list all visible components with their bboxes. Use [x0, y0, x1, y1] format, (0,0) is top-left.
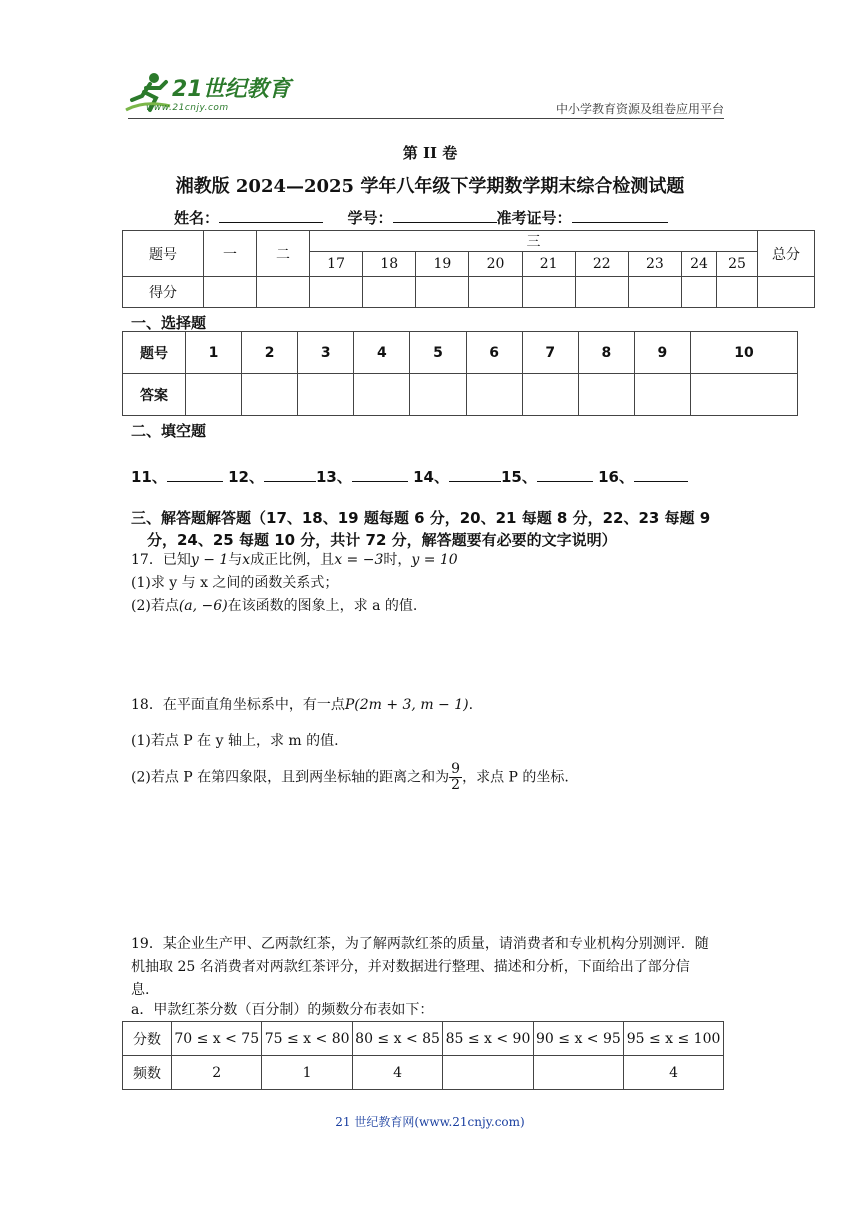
- name-field[interactable]: [219, 208, 323, 223]
- q18-stem: 18．在平面直角坐标系中，有一点P(2m + 3, m − 1).: [131, 697, 474, 713]
- score-sub-20: 20: [469, 252, 522, 277]
- score-col-one: 一: [204, 231, 257, 277]
- answer-cell[interactable]: [522, 374, 578, 416]
- exam-id-field[interactable]: [572, 208, 668, 223]
- volume-label: 第 II 卷: [402, 144, 458, 162]
- student-id-label: 学号：: [347, 209, 393, 227]
- score-sub-22: 22: [575, 252, 628, 277]
- answer-num: 1: [186, 332, 242, 374]
- blank-label: 11、: [131, 468, 167, 486]
- score-cell[interactable]: [758, 277, 815, 308]
- q19-line3: 息.: [131, 982, 150, 998]
- blank-field[interactable]: [634, 467, 688, 482]
- page-title: 湘教版 2024—2025 学年八年级下学期数学期末综合检测试题: [175, 176, 685, 197]
- student-info: [174, 207, 668, 228]
- q18-part2: [131, 762, 569, 793]
- freq-count: 2: [172, 1056, 262, 1090]
- freq-count: 1: [262, 1056, 352, 1090]
- score-header-label: 题号: [123, 231, 204, 277]
- answer-cell[interactable]: [242, 374, 298, 416]
- freq-range: 85 ≤ x < 90: [443, 1022, 533, 1056]
- answer-num: 2: [242, 332, 298, 374]
- q19-line4: a．甲款红茶分数（百分制）的频数分布表如下：: [131, 1002, 434, 1018]
- score-sub-25: 25: [717, 252, 758, 277]
- answer-num: 10: [690, 332, 797, 374]
- logo-text: 21世纪教育: [172, 77, 291, 102]
- section-choice: 一、选择题: [131, 314, 207, 332]
- q17-expr: x = −3: [334, 552, 384, 568]
- freq-range: 95 ≤ x ≤ 100: [624, 1022, 724, 1056]
- freq-header-label: 分数: [123, 1022, 172, 1056]
- student-id-field[interactable]: [393, 208, 497, 223]
- answer-cell[interactable]: [578, 374, 634, 416]
- blank-field[interactable]: [449, 467, 501, 482]
- freq-count[interactable]: [443, 1056, 533, 1090]
- freq-range: 75 ≤ x < 80: [262, 1022, 352, 1056]
- name-label: 姓名：: [174, 209, 220, 227]
- score-sub-24: 24: [682, 252, 717, 277]
- q18-text: (2)若点 P 在第四象限，且到两坐标轴的距离之和为: [131, 769, 450, 786]
- q19-line2: 机抽取 25 名消费者对两款红茶评分，并对数据进行整理、描述和分析，下面给出了部分信: [131, 959, 690, 975]
- blank-label: 12、: [228, 468, 264, 486]
- fraction: [449, 762, 462, 793]
- blank-label: 15、: [500, 468, 537, 486]
- score-col-total: 总分: [758, 231, 815, 277]
- score-col-two: 二: [257, 231, 310, 277]
- page-footer[interactable]: 21 世纪教育网(www.21cnjy.com): [335, 1115, 525, 1129]
- freq-row-label: 频数: [123, 1056, 172, 1090]
- freq-range: 90 ≤ x < 95: [533, 1022, 623, 1056]
- score-sub-18: 18: [363, 252, 416, 277]
- score-sub-19: 19: [416, 252, 469, 277]
- section-answer-line2: 分，24、25 每题 10 分，共计 72 分，解答题要有必要的文字说明）: [147, 531, 617, 549]
- q18-text: 18．在平面直角坐标系中，有一点: [131, 697, 345, 713]
- answer-num: 8: [578, 332, 634, 374]
- blank-label: 13、: [315, 468, 352, 486]
- blank-label: 16、: [598, 468, 634, 486]
- answer-cell[interactable]: [690, 374, 797, 416]
- q18-point: P(2m + 3, m − 1): [344, 697, 469, 713]
- q18-part1: (1)若点 P 在 y 轴上，求 m 的值.: [131, 733, 339, 749]
- answer-num: 6: [466, 332, 522, 374]
- answer-num: 4: [354, 332, 410, 374]
- answer-num: 9: [634, 332, 690, 374]
- q17-text: (2)若点: [131, 598, 179, 614]
- score-cell[interactable]: [522, 277, 575, 308]
- q17-text: 17．已知: [131, 552, 191, 568]
- blank-label: 14、: [413, 468, 449, 486]
- score-cell[interactable]: [363, 277, 416, 308]
- answer-cell[interactable]: [186, 374, 242, 416]
- q17-text: 在该函数的图象上，求 a 的值.: [227, 598, 418, 614]
- q17-text: 时，: [383, 552, 412, 568]
- q17-part2: [131, 595, 417, 617]
- score-sub-17: 17: [310, 252, 363, 277]
- freq-count: 4: [352, 1056, 442, 1090]
- q17-text: 成正比例，且: [250, 552, 335, 568]
- fill-blanks: [131, 466, 688, 487]
- freq-range: 80 ≤ x < 85: [352, 1022, 442, 1056]
- exam-id-label: 准考证号：: [496, 209, 572, 227]
- answer-cell[interactable]: [298, 374, 354, 416]
- answer-cell[interactable]: [354, 374, 410, 416]
- freq-range: 70 ≤ x < 75: [172, 1022, 262, 1056]
- q19-line1: 19．某企业生产甲、乙两款红茶，为了解两款红茶的质量，请消费者和专业机构分别测评．随: [131, 936, 709, 952]
- q17-point: (a, −6): [178, 598, 228, 614]
- freq-count[interactable]: [533, 1056, 623, 1090]
- answer-cell[interactable]: [634, 374, 690, 416]
- q17-expr: y − 1: [190, 552, 229, 568]
- answer-header-label: 题号: [123, 332, 186, 374]
- section-answer-line1: 三、解答题解答题（17、18、19 题每题 6 分，20、21 每题 8 分，22、23 每题 9: [131, 509, 711, 527]
- q17-stem: [131, 549, 458, 571]
- q17-part1: (1)求 y 与 x 之间的函数关系式；: [131, 575, 339, 591]
- q17-expr: y = 10: [411, 552, 458, 568]
- fraction-numerator: 9: [451, 761, 461, 777]
- frequency-table: [122, 1021, 724, 1090]
- q17-text: 与: [228, 552, 243, 568]
- score-cell[interactable]: [204, 277, 257, 308]
- score-sub-23: 23: [628, 252, 681, 277]
- freq-count: 4: [624, 1056, 724, 1090]
- logo: [124, 70, 294, 118]
- score-cell[interactable]: [257, 277, 310, 308]
- blank-field[interactable]: [264, 467, 316, 482]
- score-cell[interactable]: [628, 277, 681, 308]
- score-cell[interactable]: [416, 277, 469, 308]
- answer-cell[interactable]: [410, 374, 466, 416]
- score-col-three: 三: [310, 231, 758, 252]
- score-cell[interactable]: [469, 277, 522, 308]
- answer-num: 7: [522, 332, 578, 374]
- answer-num: 3: [298, 332, 354, 374]
- section-fill: 二、填空题: [131, 422, 207, 440]
- score-cell[interactable]: [575, 277, 628, 308]
- q17-var-x: x: [242, 552, 251, 568]
- score-cell[interactable]: [310, 277, 363, 308]
- fraction-denominator: 2: [451, 777, 461, 793]
- blank-field[interactable]: [352, 467, 408, 482]
- score-sub-21: 21: [522, 252, 575, 277]
- q18-text: ，求点 P 的坐标.: [462, 769, 569, 786]
- platform-label: 中小学教育资源及组卷应用平台: [555, 102, 724, 116]
- score-cell[interactable]: [717, 277, 758, 308]
- score-cell[interactable]: [682, 277, 717, 308]
- logo-url: www.21cnjy.com: [146, 103, 229, 113]
- blank-field[interactable]: [167, 467, 223, 482]
- header-divider: [128, 118, 724, 119]
- answer-table: [122, 331, 798, 416]
- score-row-label: 得分: [123, 277, 204, 308]
- blank-field[interactable]: [537, 467, 593, 482]
- answer-cell[interactable]: [466, 374, 522, 416]
- score-table: [122, 230, 815, 308]
- answer-row-label: 答案: [123, 374, 186, 416]
- answer-num: 5: [410, 332, 466, 374]
